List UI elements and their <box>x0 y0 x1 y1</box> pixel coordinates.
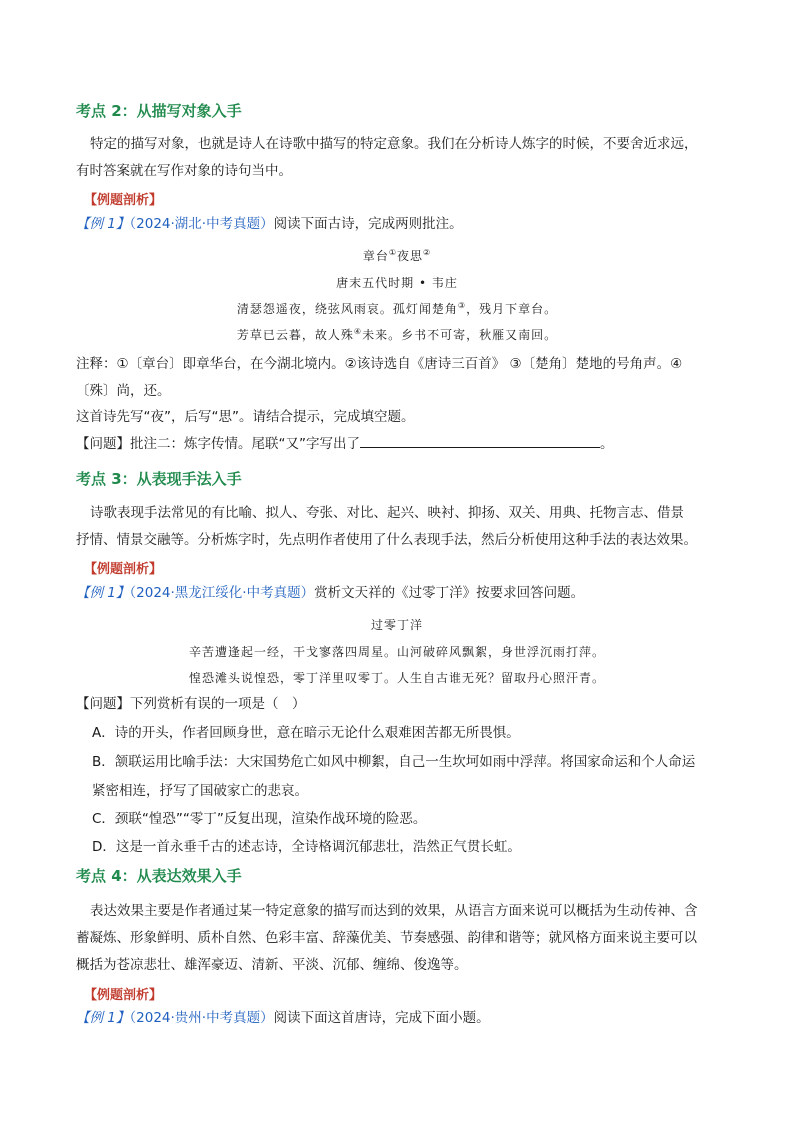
hint-line: 这首诗先写“夜”，后写“思”。请结合提示，完成填空题。 <box>76 409 415 425</box>
section-3-example-tag: 【例题剖析】 <box>84 562 163 577</box>
option-a: A．诗的开头，作者回顾身世，意在暗示无论什么艰难困苦都无所畏惧。 <box>92 725 520 741</box>
poem-title: 章台①夜思② <box>362 248 432 263</box>
section-4-intro-line-3: 概括为苍凉悲壮、雄浑豪迈、清新、平淡、沉郁、缠绵、俊逸等。 <box>76 957 468 973</box>
example-label: 【例 1】 <box>76 216 130 232</box>
section-3-example-line <box>76 581 584 601</box>
option-d: D．这是一首永垂千古的述志诗，全诗格调沉郁悲壮，浩然正气贯长虹。 <box>92 839 521 855</box>
example-source: （2024·贵州·中考真题） <box>129 1010 274 1026</box>
section-3-intro-line-2: 抒情、情景交融等。分析炼字时，先点明作者使用了什么表现手法，然后分析使用这种手法的表达效果。 <box>76 532 697 548</box>
note-line-2: 〔殊〕尚，还。 <box>76 383 171 399</box>
option-b-line-1: B．颔联运用比喻手法：大宋国势危亡如风中柳絮，自己一生坎坷如雨中浮萍。将国家命运和个人命运 <box>92 754 696 770</box>
section-3-heading: 考点 3：从表现手法入手 <box>76 470 242 488</box>
section-2-example-tag: 【例题剖析】 <box>84 193 163 208</box>
example-text: 赏析文天祥的《过零丁洋》按要求回答问题。 <box>314 585 585 601</box>
example-source: （2024·黑龙江绥化·中考真题） <box>129 585 315 601</box>
section-4-example-line <box>76 1006 490 1026</box>
example-label: 【例 1】 <box>76 585 130 601</box>
poem-author: 唐末五代时期 • 韦庄 <box>336 276 458 290</box>
answer-blank[interactable] <box>360 435 600 448</box>
poem-line-2: 惶恐滩头说惶恐，零丁洋里叹零丁。人生自古谁无死？留取丹心照汗青。 <box>188 671 605 685</box>
section-2-example-line <box>76 212 463 232</box>
section-2-intro-line-2: 有时答案就在写作对象的诗句当中。 <box>76 163 292 179</box>
section-4-intro-line-2: 蓄凝炼、形象鲜明、质朴自然、色彩丰富、辞藻优美、节奏感强、韵律和谐等；就风格方面来说主要可以 <box>76 930 697 946</box>
poem-line-2: 芳草已云暮，故人殊④未来。乡书不可寄，秋雁又南回。 <box>236 327 558 342</box>
example-text: 阅读下面古诗，完成两则批注。 <box>273 216 463 232</box>
example-text: 阅读下面这首唐诗，完成下面小题。 <box>273 1010 490 1026</box>
example-label: 【例 1】 <box>76 1010 130 1026</box>
section-2-heading: 考点 2：从描写对象入手 <box>76 102 242 120</box>
question-line: 【问题】下列赏析有误的一项是（ ） <box>76 696 306 712</box>
section-4-intro-line-1: 表达效果主要是作者通过某一特定意象的描写而达到的效果，从语言方面来说可以概括为生动传神、含 <box>90 903 698 919</box>
section-3-intro-line-1: 诗歌表现手法常见的有比喻、拟人、夸张、对比、起兴、映衬、抑扬、双关、用典、托物言志、借景 <box>90 505 684 521</box>
question-line: 【问题】批注二：炼字传情。尾联“又”字写出了 。 <box>76 436 614 452</box>
note-line-1: 注释：①〔章台〕即章华台，在今湖北境内。②该诗选自《唐诗三百首》 ③〔楚角〕楚地的号角声。④ <box>76 356 683 372</box>
section-2-intro-line-1: 特定的描写对象，也就是诗人在诗歌中描写的特定意象。我们在分析诗人炼字的时候，不要舍近求远， <box>90 136 698 152</box>
poem-line-1: 清瑟怨遥夜，绕弦风雨哀。孤灯闻楚角③，残月下章台。 <box>236 301 558 316</box>
option-b-line-2: 紧密相连，抒写了国破家亡的悲哀。 <box>92 783 308 799</box>
option-c: C．颈联“惶恐”“零丁”反复出现，渲染作战环境的险恶。 <box>92 811 427 827</box>
section-4-heading: 考点 4：从表达效果入手 <box>76 867 242 885</box>
example-source: （2024·湖北·中考真题） <box>129 216 274 232</box>
poem-title: 过零丁洋 <box>370 618 423 632</box>
poem-line-1: 辛苦遭逢起一经，干戈寥落四周星。山河破碎风飘絮，身世浮沉雨打萍。 <box>188 645 605 659</box>
section-4-example-tag: 【例题剖析】 <box>84 988 163 1003</box>
